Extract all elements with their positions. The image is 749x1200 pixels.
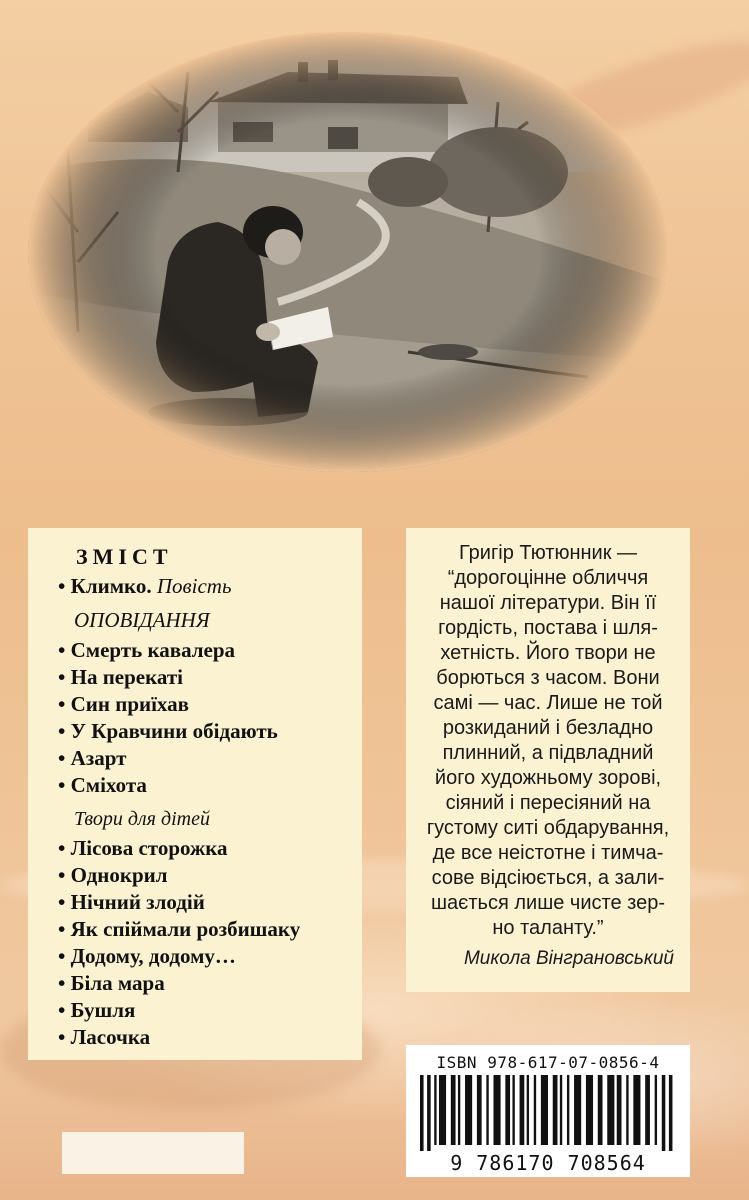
barcode-bar	[574, 1075, 581, 1145]
toc-entry	[58, 746, 126, 771]
photo-illustration	[28, 32, 668, 472]
toc-bullet: •	[58, 1025, 66, 1049]
quote-line: шається лише чисте зер-	[431, 892, 665, 914]
quote-line: розкиданий і безладно	[442, 717, 654, 739]
toc-entry	[58, 890, 205, 915]
toc-entry-title: Біла мара	[70, 971, 165, 995]
barcode-bar	[633, 1075, 640, 1145]
barcode-bar	[520, 1075, 525, 1145]
quote-line: сіяний і пересіяний на	[445, 792, 651, 814]
quote-panel	[406, 528, 690, 992]
isbn-barcode	[406, 1045, 690, 1177]
barcode-bar	[512, 1075, 514, 1145]
barcode-bar	[534, 1075, 536, 1145]
barcode-bar	[505, 1075, 510, 1145]
toc-bullet: •	[58, 863, 66, 887]
barcode-bar	[465, 1075, 472, 1145]
toc-entry	[58, 665, 183, 690]
toc-entry-title: Як спіймали розбишаку	[70, 917, 301, 941]
toc-bullet: •	[58, 773, 66, 797]
barcode-bars	[420, 1075, 676, 1151]
toc-bullet: •	[58, 836, 66, 860]
barcode-bar	[434, 1075, 436, 1145]
toc-bullet: •	[58, 998, 66, 1022]
barcode-bar	[439, 1075, 446, 1145]
quote-line: но таланту.”	[492, 917, 604, 939]
toc-entry	[58, 638, 235, 663]
barcode-bar	[586, 1075, 593, 1145]
barcode-bar	[617, 1075, 622, 1145]
toc-entry-title: Смерть кавалера	[70, 638, 236, 662]
toc-bullet: •	[58, 944, 66, 968]
quote-line: “дорогоцінне обличчя	[447, 567, 649, 589]
toc-section: ОПОВІДАННЯ	[74, 608, 210, 632]
toc-bullet: •	[58, 719, 66, 743]
toc-entry	[58, 773, 147, 798]
toc-entry-title: Бушля	[70, 998, 136, 1022]
quote-line: борються з часом. Вони	[436, 667, 660, 689]
barcode-bar	[420, 1075, 424, 1151]
barcode-bar	[669, 1075, 673, 1151]
toc-entry-title: Сміхота	[70, 773, 147, 797]
toc-bullet: •	[58, 971, 66, 995]
toc-entry	[58, 836, 228, 861]
isbn-label: ISBN 978-617-07-0856-4	[436, 1053, 660, 1072]
toc-entry-title: Лісова сторожка	[70, 836, 228, 860]
quote-line: гордість, постава і шля-	[438, 617, 658, 639]
barcode-bar	[662, 1075, 666, 1151]
quote-line: де все неістотне і тимча-	[432, 842, 664, 864]
toc-entry-title: Климко.	[70, 574, 152, 598]
barcode-bar	[598, 1075, 603, 1145]
toc-bullet: •	[58, 574, 66, 598]
barcode-bar	[527, 1075, 529, 1145]
quote-line: сове відсіюється, а зали-	[431, 867, 665, 889]
cover-photo	[28, 32, 668, 472]
toc-entry	[58, 944, 236, 969]
toc-entry	[58, 692, 189, 717]
toc-entry	[58, 998, 135, 1023]
toc-entry-title: Азарт	[70, 746, 127, 770]
barcode-bar	[541, 1075, 548, 1145]
barcode-bar	[451, 1075, 456, 1145]
toc-bullet: •	[58, 746, 66, 770]
label-sticker	[62, 1132, 244, 1174]
quote-line: його художньому зорові,	[434, 767, 662, 789]
quote-line: Григір Тютюнник —	[458, 542, 638, 564]
quote-line: хетність. Його твори не	[440, 642, 656, 664]
quote-line: плинний, а підвладний	[442, 742, 654, 764]
toc-entry-title: На перекаті	[70, 665, 184, 689]
toc-entry	[58, 971, 165, 996]
toc-entry-title: Додому, додому…	[70, 944, 236, 968]
toc-section: Твори для дітей	[74, 808, 210, 830]
quote-line: нашої літератури. Він її	[439, 592, 657, 614]
toc-heading: ЗМІСТ	[76, 544, 173, 569]
table-of-contents	[28, 528, 362, 1060]
barcode-bar	[427, 1075, 431, 1151]
barcode-bar	[486, 1075, 488, 1145]
barcode-digits: 9 786170 708564	[450, 1151, 646, 1175]
barcode-bar	[458, 1075, 460, 1145]
barcode-bar	[645, 1075, 650, 1145]
toc-entry-title: У Кравчини обідають	[70, 719, 278, 743]
toc-entry-title: Син приїхав	[70, 692, 190, 716]
toc-bullet: •	[58, 665, 66, 689]
barcode-bar	[626, 1075, 628, 1145]
barcode-bar	[655, 1075, 657, 1145]
toc-entry	[58, 1025, 150, 1050]
barcode-bar	[493, 1075, 500, 1145]
toc-bullet: •	[58, 890, 66, 914]
toc-entry-title: Нічний злодій	[70, 890, 205, 914]
barcode-bar	[477, 1075, 482, 1145]
toc-entry-genre: Повість	[156, 574, 232, 598]
toc-bullet: •	[58, 917, 66, 941]
quote-line: самі — час. Лише не той	[433, 692, 663, 714]
toc-entry	[58, 917, 300, 942]
quote-line: густому ситі обдарування,	[426, 817, 670, 839]
quote-author: Микола Вінграновський	[463, 948, 674, 969]
toc-entry	[58, 574, 232, 599]
toc-entry	[58, 863, 168, 888]
barcode-bar	[560, 1075, 562, 1145]
barcode-bar	[567, 1075, 569, 1145]
toc-bullet: •	[58, 638, 66, 662]
toc-entry-title: Ласочка	[70, 1025, 151, 1049]
barcode-bar	[553, 1075, 558, 1145]
toc-entry	[58, 719, 278, 744]
toc-entry-title: Однокрил	[70, 863, 168, 887]
barcode-bar	[607, 1075, 614, 1145]
toc-bullet: •	[58, 692, 66, 716]
